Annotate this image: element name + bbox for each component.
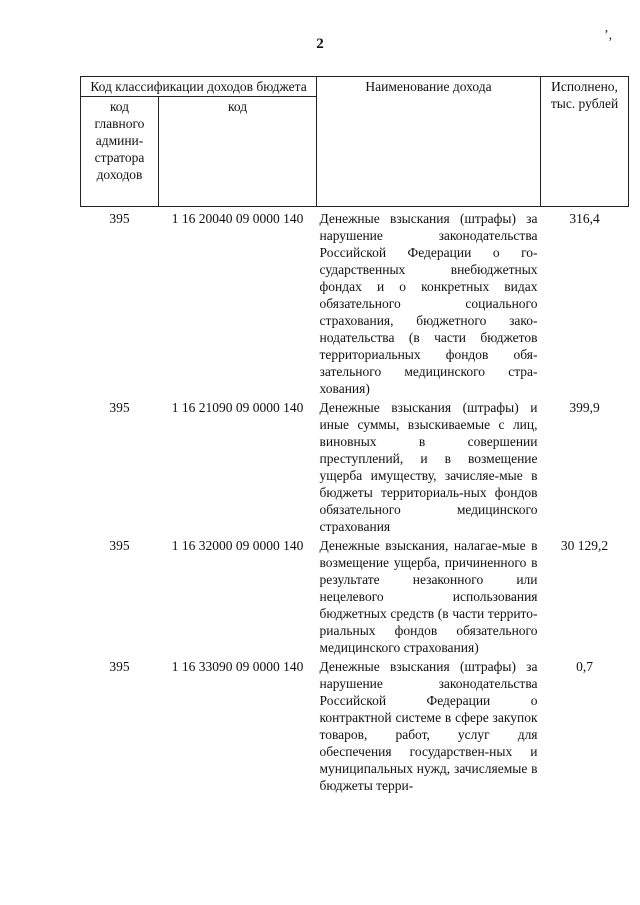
executed-amount-cell: 30 129,2 <box>560 538 609 553</box>
header-code: код <box>159 97 317 207</box>
admin-code-cell: 395 <box>109 211 130 226</box>
executed-amount-cell: 316,4 <box>569 211 600 226</box>
income-name-cell: Денежные взыскания (штрафы) и иные суммы, взыскиваемые с лиц, виновных в совершении преступлений, и в возмещение ущерба имуществу, зачисляе-мые в бюджеты территориаль-ных фондов обязательного медицинского страхования <box>319 400 538 534</box>
admin-code-cell: 395 <box>109 538 130 553</box>
classification-code-cell: 1 16 21090 09 0000 140 <box>171 400 304 415</box>
header-classification-code: Код классификации доходов бюджета <box>81 77 317 97</box>
executed-amount-cell: 399,9 <box>569 400 600 415</box>
table-row <box>81 535 629 656</box>
table-row <box>81 397 629 535</box>
income-name-cell: Денежные взыскания (штрафы) за нарушение законодательства Российской Федерации о го-сударственных внебюджетных фондах и о конкретных видах обязательного социального страхования, бюджетного зако-нодательства (в части бюджетов территориальных фондов обя-зательного медицинского стра-хования) <box>319 211 538 396</box>
budget-income-table <box>80 76 629 794</box>
classification-code-cell: 1 16 33090 09 0000 140 <box>171 659 304 674</box>
header-income-name: Наименование дохода <box>317 77 541 207</box>
header-executed-amount: Исполнено, тыс. рублей <box>541 77 629 207</box>
table-row <box>81 207 629 398</box>
classification-code-cell: 1 16 32000 09 0000 140 <box>171 538 304 553</box>
classification-code-cell: 1 16 20040 09 0000 140 <box>171 211 304 226</box>
executed-amount-cell: 0,7 <box>576 659 593 674</box>
table-row <box>81 656 629 794</box>
income-name-cell: Денежные взыскания, налагае-мые в возмещение ущерба, причиненного в результате незаконного или нецелевого использования бюджетных средств (в части террито-риальных фондов обязательного медицинского страхования) <box>319 538 538 655</box>
income-name-cell: Денежные взыскания (штрафы) за нарушение законодательства Российской Федерации о контрактной системе в сфере закупок товаров, работ, услуг для обеспечения государствен-ных и муниципальных нужд, зачисляемые в бюджеты терри- <box>319 659 538 793</box>
admin-code-cell: 395 <box>109 659 130 674</box>
table-header <box>81 77 629 207</box>
admin-code-cell: 395 <box>109 400 130 415</box>
page-number: 2 <box>316 36 324 52</box>
header-admin-code: код главного админи-стратора доходов <box>81 97 159 207</box>
scan-mark: ’, <box>604 28 613 43</box>
